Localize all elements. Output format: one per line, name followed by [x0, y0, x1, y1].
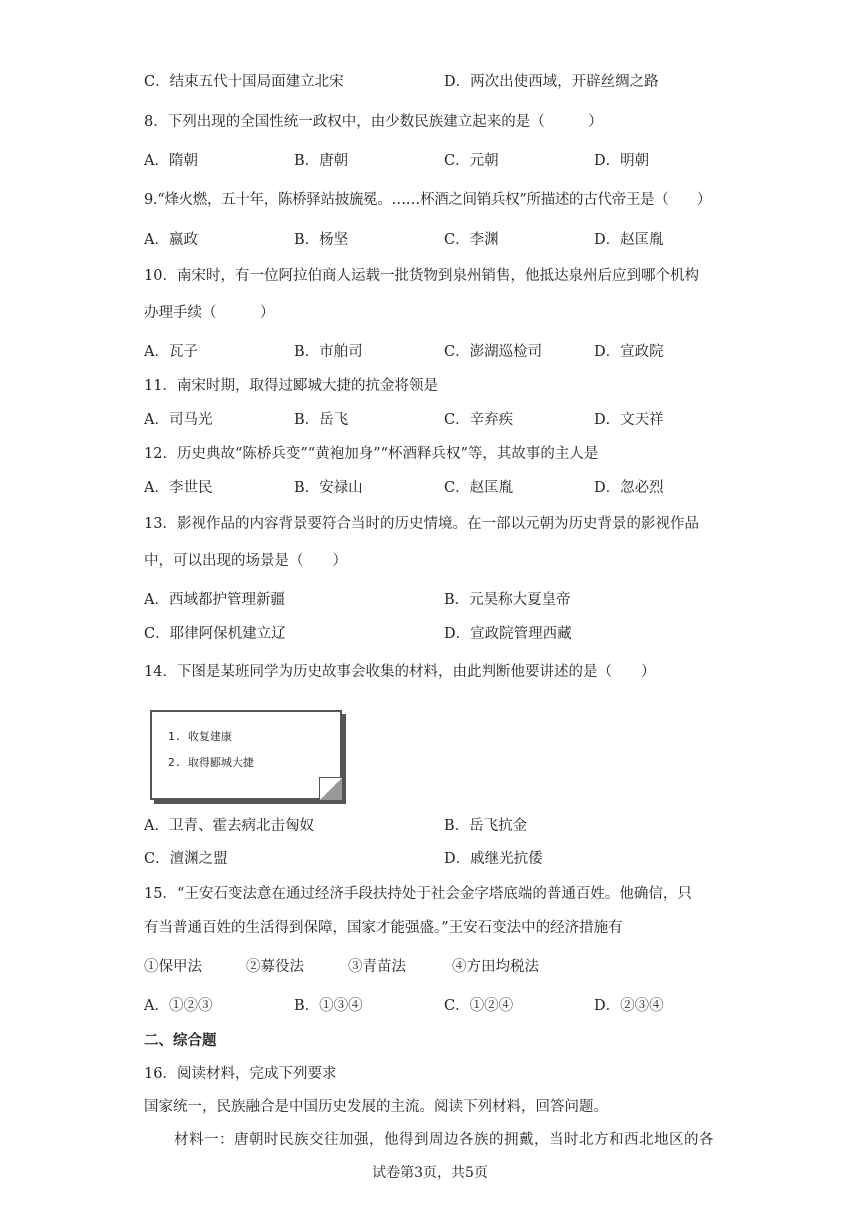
q14-option-a: A．卫青、霍去病北击匈奴: [144, 818, 314, 834]
q11-option-d: D．文天祥: [594, 412, 664, 428]
note-card-line-1: 1. 收复建康: [168, 730, 232, 743]
q10-option-d: D．宣政院: [594, 344, 664, 360]
q8-option-b: B．唐朝: [294, 153, 349, 169]
q12-option-d: D．忽必烈: [594, 480, 664, 496]
q13-option-c: C．耶律阿保机建立辽: [144, 626, 286, 642]
q10-stem-line1: 10．南宋时，有一位阿拉伯商人运载一批货物到泉州销售，他抵达泉州后应到哪个机构: [144, 268, 699, 284]
q11-option-b: B．岳飞: [294, 412, 349, 428]
q9-option-d: D．赵匡胤: [594, 232, 664, 248]
q9-option-c: C．李渊: [444, 232, 499, 248]
q15-option-c: C．①②④: [444, 998, 514, 1014]
q9-stem: 9.“烽火燃，五十年，陈桥驿站披旒冕。……杯酒之间销兵权”所描述的古代帝王是（ ）: [144, 192, 712, 208]
q13-option-b: B．元昊称大夏皇帝: [444, 592, 571, 608]
q15-item-2: ②募役法: [246, 959, 304, 975]
q15-stem-line1: 15．“王安石变法意在通过经济手段扶持处于社会金字塔底端的普通百姓。他确信，只: [144, 886, 692, 902]
q10-option-a: A．瓦子: [144, 344, 198, 360]
q7-option-c: C．结束五代十国局面建立北宋: [144, 74, 344, 90]
q15-item-3: ③青苗法: [348, 959, 406, 975]
q12-option-a: A．李世民: [144, 480, 213, 496]
page-footer: 试卷第3页，共5页: [372, 1165, 488, 1181]
q7-option-d: D．两次出使西域，开辟丝绸之路: [444, 74, 659, 90]
q14-note-card-image: [150, 710, 342, 800]
q11-stem: 11．南宋时期，取得过郾城大捷的抗金将领是: [144, 378, 438, 394]
q8-option-d: D．明朝: [594, 153, 650, 169]
q14-option-d: D．戚继光抗倭: [444, 851, 543, 867]
q14-stem: 14．下图是某班同学为历史故事会收集的材料，由此判断他要讲述的是（ ）: [144, 664, 656, 680]
q13-stem-line2: 中，可以出现的场景是（ ）: [144, 553, 347, 569]
q8-stem: 8．下列出现的全国性统一政权中，由少数民族建立起来的是（ ）: [144, 114, 603, 130]
q16-stem: 16．阅读材料，完成下列要求: [144, 1066, 337, 1082]
q15-item-1: ①保甲法: [144, 959, 202, 975]
q8-option-a: A．隋朝: [144, 153, 198, 169]
q12-option-c: C．赵匡胤: [444, 480, 514, 496]
q13-stem-line1: 13．影视作品的内容背景要符合当时的历史情境。在一部以元朝为历史背景的影视作品: [144, 516, 699, 532]
q8-option-c: C．元朝: [444, 153, 499, 169]
q10-stem-line2: 办理手续（ ）: [144, 305, 275, 321]
note-card-line-2: 2. 取得郾城大捷: [168, 756, 254, 769]
q15-option-b: B．①③④: [294, 998, 363, 1014]
q14-option-b: B．岳飞抗金: [444, 818, 528, 834]
q9-option-b: B．杨坚: [294, 232, 349, 248]
q14-option-c: C．澶渊之盟: [144, 851, 228, 867]
q12-option-b: B．安禄山: [294, 480, 363, 496]
q11-option-a: A．司马光: [144, 412, 213, 428]
page-curl-icon: [319, 777, 342, 800]
q16-material1: 材料一：唐朝时民族交往加强，他得到周边各族的拥戴，当时北方和西北地区的各: [174, 1132, 714, 1148]
q10-option-c: C．澎湖巡检司: [444, 344, 543, 360]
q16-intro: 国家统一，民族融合是中国历史发展的主流。阅读下列材料，回答问题。: [144, 1099, 608, 1115]
q13-option-a: A．西域都护管理新疆: [144, 592, 285, 608]
q10-option-b: B．市舶司: [294, 344, 363, 360]
q9-option-a: A．嬴政: [144, 232, 198, 248]
q15-item-4: ④方田均税法: [452, 959, 539, 975]
section-heading: 二、综合题: [144, 1032, 217, 1049]
q13-option-d: D．宣政院管理西藏: [444, 626, 572, 642]
q11-option-c: C．辛弃疾: [444, 412, 514, 428]
q15-option-d: D．②③④: [594, 998, 664, 1014]
q12-stem: 12．历史典故“陈桥兵变”“黄袍加身”“杯酒释兵权”等，其故事的主人是: [144, 446, 599, 462]
q15-option-a: A．①②③: [144, 998, 213, 1014]
q15-stem-line2: 有当普通百姓的生活得到保障，国家才能强盛。”王安石变法中的经济措施有: [144, 920, 623, 936]
